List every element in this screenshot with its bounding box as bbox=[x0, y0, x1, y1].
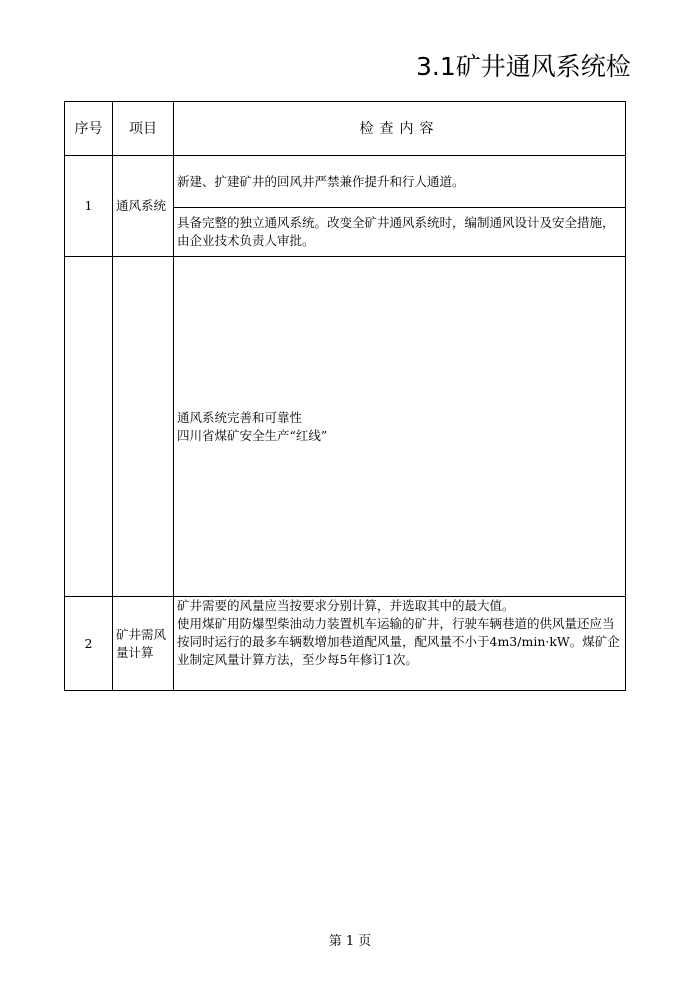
page-footer: 第 1 页 bbox=[328, 934, 372, 949]
row-num: 2 bbox=[65, 597, 113, 691]
header-item: 项目 bbox=[113, 102, 174, 156]
table-row bbox=[65, 156, 626, 208]
row-item bbox=[113, 156, 174, 257]
row-item bbox=[113, 257, 174, 597]
content-text: 使用煤矿用防爆型柴油动力装置机车运输的矿井，行驶车辆巷道的供风量还应当按同时运行的最多车辆数增加巷道配风量，配风量不小于4m3/min·kW。煤矿企业制定风量计算方法，至少每5年修订1次。 bbox=[177, 616, 620, 667]
row-item bbox=[113, 597, 174, 691]
header-num: 序号 bbox=[65, 102, 113, 156]
table-header-row bbox=[65, 102, 626, 156]
page-title: 3.1矿井通风系统检 bbox=[416, 52, 631, 81]
row-content bbox=[174, 597, 626, 691]
content-text: 通风系统完善和可靠性 bbox=[177, 409, 303, 425]
content-text: 具备完整的独立通风系统。改变全矿井通风系统时，编制通风设计及安全措施，由企业技术负责人审批。 bbox=[177, 215, 615, 248]
row-num: 1 bbox=[65, 156, 113, 257]
row-content bbox=[174, 257, 626, 597]
inspection-table bbox=[64, 101, 626, 691]
content-text: 四川省煤矿安全生产“红线” bbox=[177, 427, 328, 443]
table-row bbox=[65, 597, 626, 691]
row-content bbox=[174, 208, 626, 257]
content-text: 矿井需要的风量应当按要求分别计算，并选取其中的最大值。 bbox=[177, 598, 515, 613]
table-row bbox=[65, 257, 626, 597]
row-item-text: 矿井需风量计算 bbox=[116, 626, 167, 660]
content-text: 新建、扩建矿井的回风井严禁兼作提升和行人通道。 bbox=[177, 173, 465, 189]
row-content bbox=[174, 156, 626, 208]
header-content: 检查内容 bbox=[174, 102, 626, 156]
row-num bbox=[65, 257, 113, 597]
row-item-text: 通风系统 bbox=[116, 198, 167, 213]
